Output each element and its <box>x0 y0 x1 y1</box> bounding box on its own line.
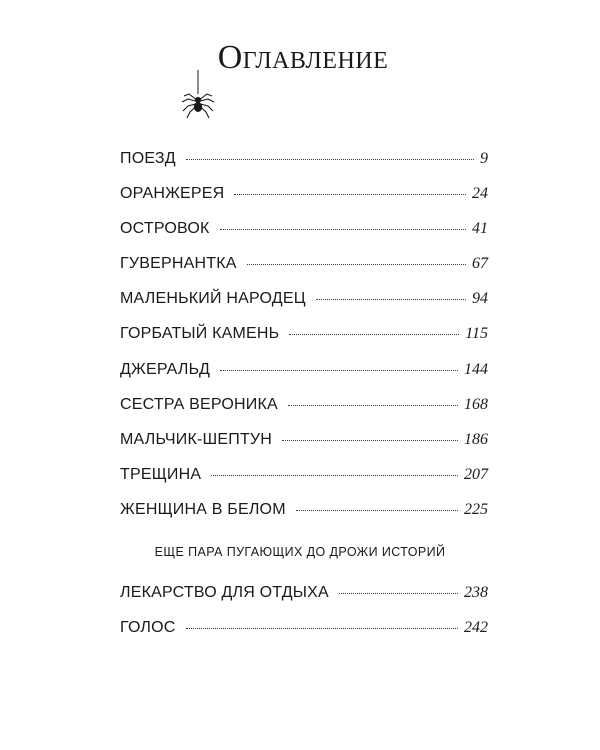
section-heading: ЕЩЕ ПАРА ПУГАЮЩИХ ДО ДРОЖИ ИСТОРИЙ <box>154 545 446 559</box>
toc-row[interactable] <box>120 185 488 220</box>
dot-leader <box>282 440 458 441</box>
toc-entry-title: ГОЛОС <box>120 619 176 637</box>
toc-row[interactable] <box>120 584 488 619</box>
toc-page-number: 238 <box>464 584 488 601</box>
toc-row[interactable] <box>120 431 488 466</box>
toc-page-number: 67 <box>472 255 488 273</box>
dot-leader <box>220 229 466 230</box>
table-of-contents <box>120 150 488 536</box>
toc-row[interactable] <box>120 466 488 501</box>
toc-page-number: 168 <box>464 395 488 413</box>
title-wrap <box>0 38 600 78</box>
toc-entry-title: ПОЕЗД <box>120 150 176 167</box>
toc-row[interactable] <box>120 220 488 255</box>
toc-entry-title: ЖЕНЩИНА В БЕЛОМ <box>120 500 286 518</box>
dot-leader <box>211 475 458 476</box>
toc-page-number: 24 <box>472 185 488 203</box>
toc-page-number: 207 <box>464 465 488 483</box>
toc-row[interactable] <box>120 255 488 290</box>
toc-entry-title: ДЖЕРАЛЬД <box>120 360 210 378</box>
toc-entry-title: ОСТРОВОК <box>120 220 210 238</box>
table-of-contents-extra <box>120 584 488 654</box>
toc-page-number: 9 <box>480 150 488 167</box>
dot-leader <box>289 334 459 335</box>
toc-row[interactable] <box>120 325 488 360</box>
toc-row[interactable] <box>120 501 488 536</box>
toc-row[interactable] <box>120 361 488 396</box>
dot-leader <box>186 159 474 160</box>
toc-page-number: 94 <box>472 290 488 308</box>
spider-icon <box>180 70 216 120</box>
toc-page-number: 115 <box>465 325 488 343</box>
toc-entry-title: ТРЕЩИНА <box>120 465 202 483</box>
toc-page-number: 242 <box>464 619 488 637</box>
toc-entry-title: МАЛЬЧИК-ШЕПТУН <box>120 430 273 448</box>
dot-leader <box>339 593 458 594</box>
dot-leader <box>234 194 466 195</box>
toc-entry-title: ОРАНЖЕРЕЯ <box>120 185 225 203</box>
toc-row[interactable] <box>120 619 488 654</box>
dot-leader <box>247 264 466 265</box>
dot-leader <box>296 510 458 511</box>
toc-page-number: 41 <box>472 220 488 238</box>
toc-entry-title: ЛЕКАРСТВО ДЛЯ ОТДЫХА <box>120 584 329 601</box>
toc-page-number: 186 <box>464 430 488 448</box>
toc-page-number: 144 <box>464 360 488 378</box>
toc-entry-title: СЕСТРА ВЕРОНИКА <box>120 395 278 413</box>
page-title: Оглавление <box>217 39 389 76</box>
dot-leader <box>288 405 458 406</box>
toc-entry-title: МАЛЕНЬКИЙ НАРОДЕЦ <box>120 290 306 308</box>
toc-row[interactable] <box>120 290 488 325</box>
toc-entry-title: ГУВЕРНАНТКА <box>120 255 237 273</box>
dot-leader <box>186 628 458 629</box>
toc-page-number: 225 <box>464 500 488 518</box>
toc-row[interactable] <box>120 150 488 185</box>
dot-leader <box>316 299 466 300</box>
toc-row[interactable] <box>120 396 488 431</box>
toc-entry-title: ГОРБАТЫЙ КАМЕНЬ <box>120 325 280 343</box>
dot-leader <box>220 370 458 371</box>
